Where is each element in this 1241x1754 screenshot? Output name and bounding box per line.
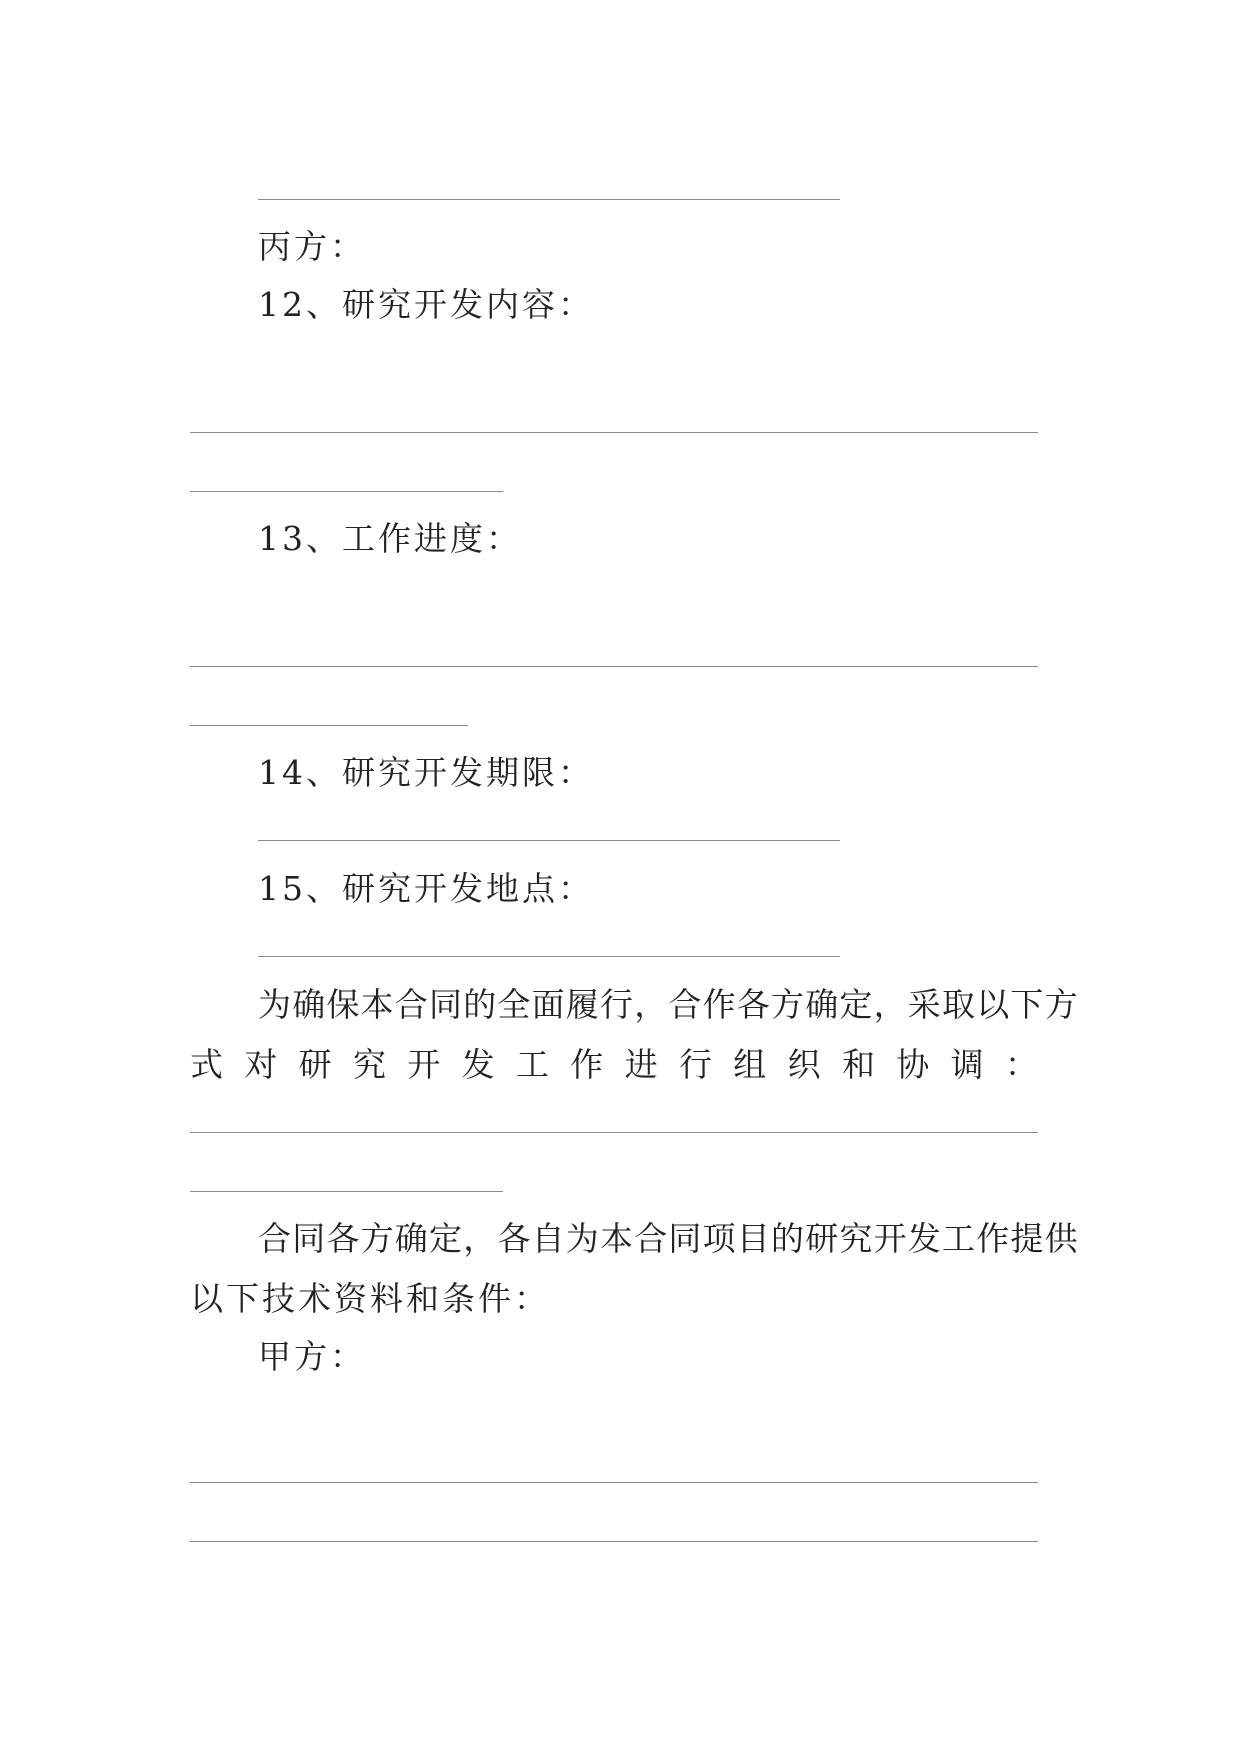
fill-in-line — [190, 725, 468, 726]
spread-char: 式 — [190, 1045, 223, 1084]
spread-char: 作 — [570, 1045, 604, 1084]
party-a-label: 甲方： — [258, 1337, 366, 1376]
fill-in-line — [190, 1482, 1038, 1483]
spread-char: 调 — [950, 1045, 984, 1084]
party-c-label: 丙方： — [258, 227, 366, 266]
fill-in-line — [190, 491, 503, 492]
spread-char: ： — [1004, 1045, 1038, 1084]
spread-char: 发 — [461, 1045, 495, 1084]
spread-char: 开 — [407, 1045, 441, 1084]
item-14-label: 14、研究开发期限： — [258, 753, 594, 792]
fill-in-line — [190, 1541, 1038, 1542]
spread-char: 行 — [678, 1045, 712, 1084]
spread-char: 进 — [624, 1045, 658, 1084]
fill-in-line — [258, 956, 840, 957]
spread-char: 对 — [244, 1045, 278, 1084]
spread-char: 工 — [515, 1045, 549, 1084]
fill-in-line — [258, 840, 840, 841]
coordination-paragraph-line-2 — [190, 1045, 1038, 1085]
item-12-label: 12、研究开发内容： — [258, 285, 594, 324]
spread-char: 研 — [298, 1045, 332, 1084]
item-13-label: 13、工作进度： — [258, 519, 522, 558]
fill-in-line — [190, 432, 1038, 433]
coordination-paragraph-line-1: 为确保本合同的全面履行，合作各方确定，采取以下方 — [258, 985, 1079, 1024]
fill-in-line — [258, 199, 840, 200]
fill-in-line — [190, 1132, 1038, 1133]
spread-char: 究 — [352, 1045, 386, 1084]
materials-paragraph-line-1: 合同各方确定，各自为本合同项目的研究开发工作提供 — [258, 1219, 1079, 1258]
spread-char: 协 — [896, 1045, 930, 1084]
item-15-label: 15、研究开发地点： — [258, 869, 594, 908]
spread-char: 组 — [733, 1045, 767, 1084]
spread-char: 和 — [841, 1045, 875, 1084]
spread-char: 织 — [787, 1045, 821, 1084]
fill-in-line — [190, 666, 1038, 667]
fill-in-line — [190, 1191, 503, 1192]
materials-paragraph-line-2: 以下技术资料和条件： — [190, 1279, 550, 1318]
